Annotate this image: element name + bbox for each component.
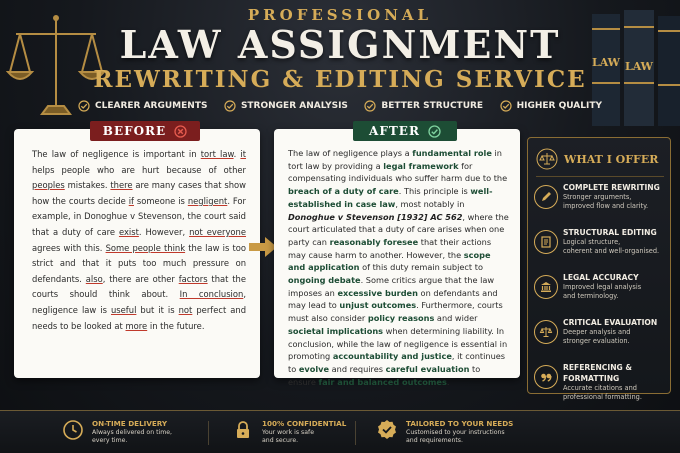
text-segment: .: [233, 149, 241, 159]
guarantee-text: [406, 419, 513, 446]
flagged-phrase: useful: [110, 304, 137, 315]
offer-panel: [527, 137, 671, 401]
offer-icon-ring: [534, 230, 558, 254]
guarantee-title: TAILORED TO YOUR NEEDS: [406, 419, 514, 428]
offer-item: [534, 272, 668, 312]
text-segment: in the future.: [147, 320, 205, 331]
before-text: [32, 147, 246, 334]
clock-icon: [62, 419, 84, 441]
flagged-phrase: not everyone: [189, 226, 247, 237]
page-title: LAW ASSIGNMENT: [119, 22, 561, 67]
offer-divider: [536, 176, 664, 177]
flagged-phrase: there: [110, 180, 133, 191]
text-segment: helps people who are hurt because of other: [32, 164, 246, 175]
offer-item-text: [563, 272, 641, 312]
document-icon: [539, 235, 553, 249]
feature-label: STRONGER ANALYSIS: [240, 101, 348, 111]
improved-phrase: well-established in case law: [288, 186, 493, 209]
offer-item-desc: Logical structure,: [563, 238, 621, 246]
guarantee-desc: Customised to your instructions: [406, 429, 505, 436]
text-segment: to ensure: [288, 363, 481, 387]
feature-item: [364, 100, 483, 112]
guarantee-text: [92, 419, 172, 446]
text-segment: , where the court articulated that a duty of care arises when one party can: [288, 211, 509, 247]
guarantee-desc: Your work is safe: [262, 429, 315, 436]
offer-item-title: CRITICAL EVALUATION: [563, 318, 658, 327]
text-segment: , it continues to: [288, 351, 506, 374]
check-circle-icon: [428, 125, 441, 138]
check-circle-icon: [224, 100, 236, 112]
flagged-phrase: In conclusion: [179, 289, 244, 300]
text-segment: . For example, in Donoghue v Stevenson, the court said that a duty of care: [32, 195, 246, 237]
offer-icon-ring: [534, 185, 558, 209]
offer-icon-ring: [534, 275, 558, 299]
guarantees-bar: [0, 410, 680, 453]
text-segment: that their actions may cause harm to another. However, the: [288, 236, 492, 260]
offer-item-text: [563, 317, 657, 357]
text-segment: The law of negligence is important in: [32, 149, 201, 159]
offer-item-desc: Improved legal analysis: [563, 283, 642, 291]
guarantee-desc: every time.: [92, 437, 128, 445]
offer-item-title: REFERENCING & FORMATTING: [563, 363, 633, 383]
feature-item: [78, 100, 207, 112]
after-label: [353, 121, 457, 141]
offer-item: [534, 317, 668, 357]
guarantee-item: [62, 419, 172, 446]
offer-item: [534, 362, 668, 402]
improved-phrase: careful evaluation: [385, 363, 470, 374]
guarantee-desc: Always delivered on time,: [92, 429, 173, 436]
offer-item-title: LEGAL ACCURACY: [563, 273, 639, 282]
text-segment: , there are other: [102, 273, 179, 284]
text-segment: but it is: [136, 304, 179, 315]
improved-phrase: fair and balanced outcomes: [318, 376, 447, 387]
improved-phrase: unjust outcomes: [339, 300, 417, 311]
scales-icon: [539, 325, 553, 339]
check-circle-icon: [364, 100, 376, 112]
offer-icon-ring: [534, 320, 558, 344]
text-segment: , negligence law is: [32, 289, 246, 315]
text-segment: and wider: [434, 313, 478, 324]
guarantee-desc: and requirements.: [406, 437, 463, 445]
improved-phrase: excessive burden: [337, 287, 418, 298]
offer-title: WHAT I OFFER: [564, 152, 659, 166]
feature-item: [500, 100, 602, 112]
check-circle-icon: [78, 100, 90, 112]
offer-item-desc: Deeper analysis and: [563, 328, 631, 336]
offer-item-desc: coherent and well-organised.: [563, 247, 660, 255]
guarantee-desc: and secure.: [262, 437, 299, 445]
offer-item-text: [563, 362, 668, 402]
improved-phrase: reasonably foresee: [329, 236, 419, 247]
offer-item-text: [563, 182, 660, 222]
text-segment: , most notably in: [395, 198, 465, 209]
flagged-phrase: factors: [178, 273, 208, 284]
offer-item-desc: Accurate citations and: [563, 384, 637, 392]
flagged-phrase: more: [125, 320, 148, 331]
flagged-phrase: exist: [118, 226, 139, 237]
offer-icon-ring: [534, 365, 558, 389]
book-spine-label: LAW: [624, 60, 654, 73]
close-circle-icon: [174, 125, 187, 138]
text-segment: . This principle is: [398, 186, 471, 197]
guarantee-item: [232, 419, 346, 446]
text-segment: for compensating individuals who suffer harm due to the: [288, 160, 508, 184]
flagged-phrase: if: [128, 195, 134, 206]
text-segment: of this duty remain subject to: [359, 262, 483, 273]
text-segment: that the courts should think about.: [32, 273, 247, 300]
badge-icon: [376, 419, 398, 441]
before-label-text: BEFORE: [102, 124, 167, 138]
guarantee-title: ON-TIME DELIVERY: [92, 419, 168, 428]
scales-icon: [536, 148, 558, 170]
text-segment: . Some critics argue that the law imposes an: [288, 275, 495, 298]
improved-phrase: legal framework: [383, 160, 459, 171]
text-segment: The law of negligence plays a: [288, 148, 413, 158]
improved-phrase: Donoghue v Stevenson [1932] AC 562: [288, 211, 463, 222]
divider: [355, 421, 356, 445]
header-kicker: PROFESSIONAL: [247, 6, 433, 24]
text-segment: . Furthermore, courts must also consider: [288, 300, 503, 324]
courthouse-icon: [539, 280, 553, 294]
offer-item-desc: Stronger arguments,: [563, 193, 632, 201]
flagged-phrase: tort law: [200, 149, 234, 159]
feature-label: HIGHER QUALITY: [516, 101, 602, 111]
improved-phrase: societal implications: [288, 325, 384, 336]
improved-phrase: accountability and justice: [332, 351, 452, 362]
after-text: [288, 147, 510, 388]
after-panel: [274, 129, 520, 387]
guarantee-text: [262, 419, 346, 446]
guarantee-title: 100% CONFIDENTIAL: [262, 419, 347, 428]
book-spine-label: LAW: [591, 56, 621, 69]
text-segment: the law is too strict and that it puts too much pressure on defendants.: [32, 242, 246, 284]
guarantee-item: [376, 419, 513, 446]
pen-icon: [539, 190, 553, 204]
improved-phrase: breach of a duty of care: [288, 186, 399, 197]
flagged-phrase: peoples: [32, 180, 65, 191]
improved-phrase: evolve: [298, 363, 330, 374]
offer-item-text: [563, 227, 659, 267]
text-segment: . However,: [138, 226, 190, 237]
text-segment: perfect and needs to be looked at: [32, 304, 247, 331]
flagged-phrase: also: [85, 273, 103, 284]
text-segment: and requires: [329, 363, 386, 374]
text-segment: in tort law by providing a: [288, 148, 502, 171]
improved-phrase: fundamental role: [412, 148, 492, 158]
offer-item-desc: stronger evaluation.: [563, 337, 630, 345]
offer-item-title: COMPLETE REWRITING: [563, 183, 660, 192]
before-panel: [14, 129, 260, 378]
offer-item-desc: and terminology.: [563, 292, 619, 300]
text-segment: are many cases that show how the courts decide: [32, 180, 246, 206]
feature-label: CLEARER ARGUMENTS: [95, 101, 208, 111]
offer-header: [536, 148, 664, 170]
offer-item: [534, 182, 668, 222]
feature-item: [224, 100, 348, 112]
offer-item-title: STRUCTURAL EDITING: [563, 228, 657, 237]
text-segment: someone is: [133, 195, 188, 206]
text-segment: .: [446, 376, 450, 387]
flagged-phrase: negligent: [187, 195, 228, 206]
feature-list: [78, 98, 602, 114]
improved-phrase: policy reasons: [367, 313, 435, 324]
quote-icon: [539, 370, 553, 384]
after-label-text: AFTER: [369, 124, 420, 138]
text-segment: when determining liability. In conclusion, while the law of negligence is essential in promoting: [288, 325, 508, 362]
before-label: [90, 121, 200, 141]
feature-label: BETTER STRUCTURE: [381, 101, 484, 111]
text-segment: on defendants and may lead to: [288, 287, 498, 311]
improved-phrase: ongoing debate: [288, 275, 361, 286]
offer-item-desc: improved flow and clarity.: [563, 202, 649, 210]
flagged-phrase: Some people think: [105, 242, 186, 253]
flagged-phrase: not: [178, 304, 193, 315]
offer-item-desc: professional formatting.: [563, 393, 642, 401]
text-segment: mistakes.: [64, 180, 111, 191]
text-segment: agrees with this.: [32, 242, 106, 253]
divider: [208, 421, 209, 445]
page-subtitle: REWRITING & EDITING SERVICE: [93, 66, 587, 93]
lock-icon: [232, 419, 254, 441]
flagged-phrase: it: [240, 149, 247, 159]
offer-item: [534, 227, 668, 267]
check-circle-icon: [500, 100, 512, 112]
improved-phrase: scope and application: [288, 249, 491, 273]
